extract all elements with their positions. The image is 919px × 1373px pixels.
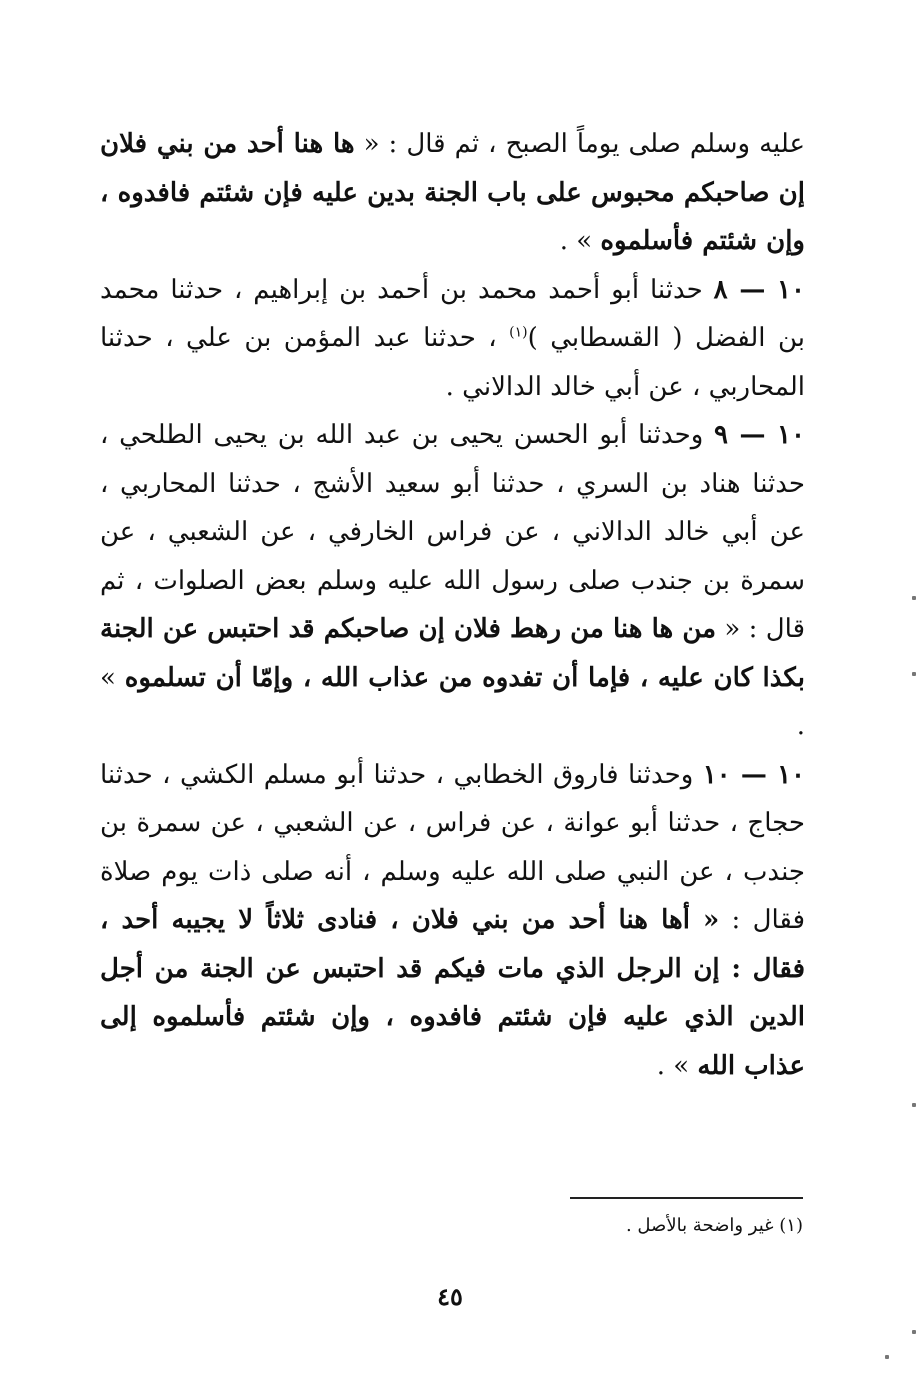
text-segment: ، حدثنا عبد المؤمن بن علي ، حدثنا المحاربي ، عن أبي خالد الدالاني . — [100, 323, 805, 402]
main-text — [100, 120, 805, 1090]
text-segment: وحدثنا فاروق الخطابي ، حدثنا أبو مسلم الكشي ، حدثنا حجاج ، حدثنا أبو عوانة ، عن فراس ، عن الشعبي ، عن سمرة بن جندب ، عن النبي صلى الله عليه وسلم ، أنه صلى ذات يوم صلاة فقال : — [100, 759, 806, 935]
page-number: ٤٥ — [437, 1282, 463, 1311]
text-segment: وحدثنا أبو الحسن يحيى بن عبد الله بن يحيى الطلحي ، حدثنا هناد بن السري ، حدثنا أبو سعيد الأشج ، حدثنا المحاربي ، عن أبي خالد الدالاني ، عن فراس الخارفي ، عن الشعبي ، عن سمرة بن جندب صلى رسول الله عليه وسلم بعض الصلوات ، ثم قال : « — [100, 420, 805, 644]
scan-mark — [885, 1355, 889, 1359]
footnote-ref: (١) — [509, 324, 528, 341]
hadith-number: ١٠ — ١٠ — [702, 759, 806, 790]
footnote-divider — [570, 1197, 803, 1199]
scan-mark — [912, 596, 916, 600]
paragraph — [100, 751, 805, 1091]
quoted-text: ها هنا أحد من بني فلان إن صاحبكم محبوس على باب الجنة بدين عليه فإن شئتم فافدوه ، وإن شئتم فأسلموه — [100, 129, 805, 256]
paragraph — [100, 266, 805, 412]
paragraph — [100, 411, 805, 751]
footnote: (١) غير واضحة بالأصل . — [625, 1215, 803, 1236]
quoted-text: « أها هنا أحد من بني فلان ، فنادى ثلاثاً لا يجيبه أحد ، فقال : إن الرجل الذي مات فيكم قد احتبس عن الجنة من أجل الدين الذي عليه فإن شئتم فافدوه ، وإن شئتم فأسلموه إلى عذاب الله — [100, 905, 805, 1081]
scan-mark — [912, 1330, 916, 1334]
scan-mark — [912, 672, 916, 676]
scan-mark — [912, 1103, 916, 1107]
text-segment: » . — [656, 1050, 698, 1081]
paragraph — [100, 120, 805, 266]
text-segment: » . — [100, 662, 805, 741]
quoted-text: من ها هنا من رهط فلان إن صاحبكم قد احتبس عن الجنة بكذا كان عليه ، فإما أن تفدوه من عذاب الله ، وإمّا أن تسلموه — [100, 614, 805, 693]
text-segment: عليه وسلم صلى يوماً الصبح ، ثم قال : « — [354, 129, 805, 159]
hadith-number: ١٠ — ٨ — [713, 274, 805, 305]
text-segment: » . — [559, 226, 601, 256]
hadith-number: ١٠ — ٩ — [714, 420, 805, 450]
text-segment: حدثنا أبو أحمد محمد بن أحمد بن إبراهيم ، حدثنا محمد بن الفضل ( القسطابي ) — [100, 274, 805, 353]
